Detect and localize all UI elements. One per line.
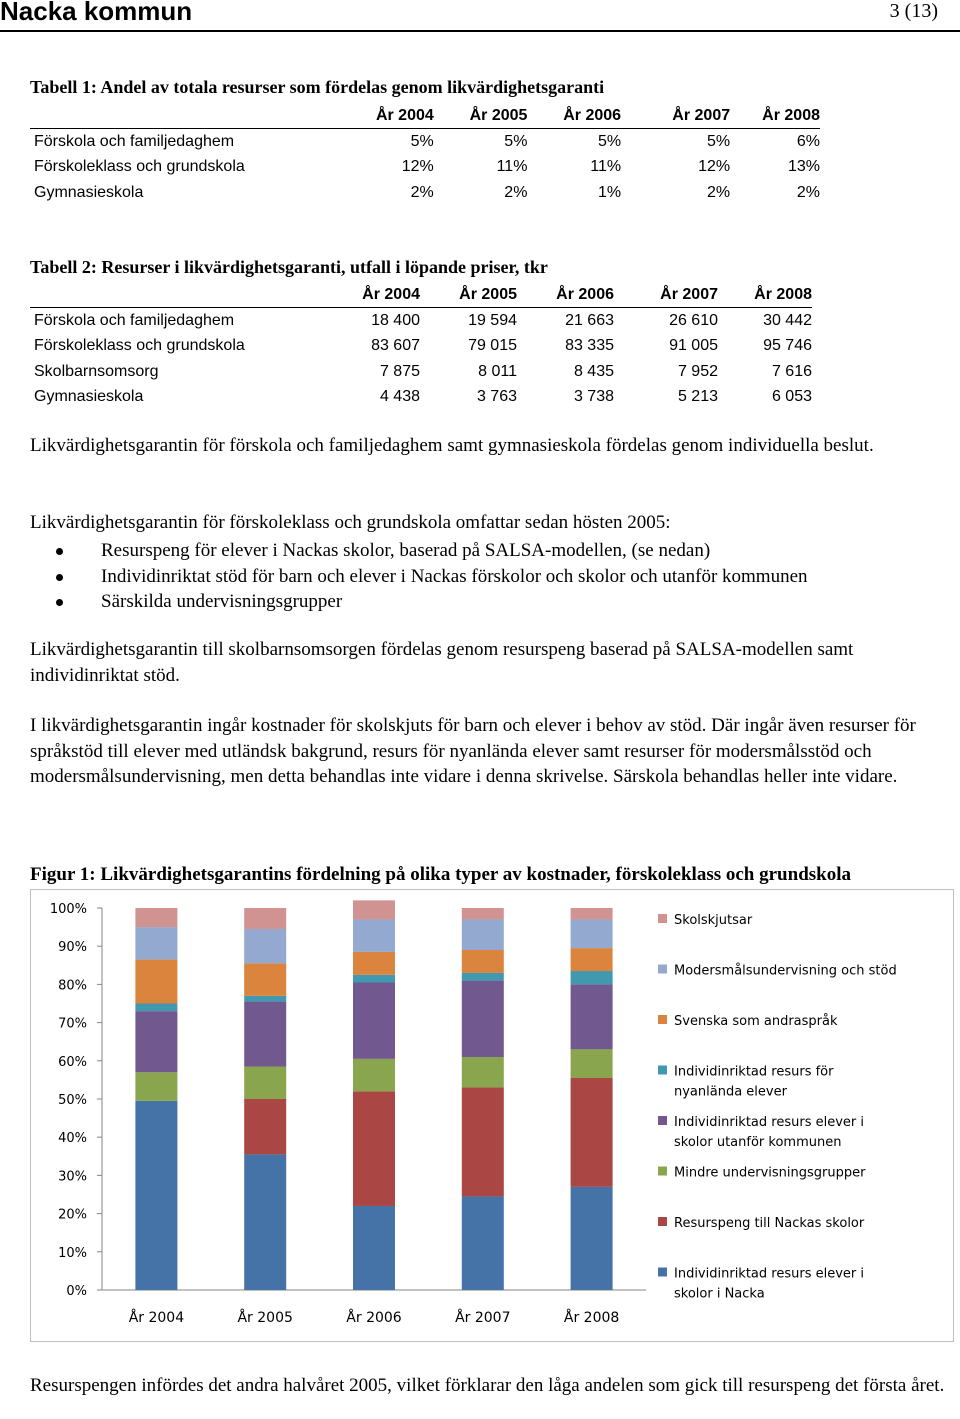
bar-segment xyxy=(135,1004,177,1012)
bar-segment xyxy=(353,900,395,919)
bar-segment xyxy=(571,971,613,984)
table1 xyxy=(30,104,820,206)
table2-col-header: År 2004 xyxy=(330,283,420,308)
y-tick-label: 10% xyxy=(58,1245,87,1261)
bar-segment xyxy=(135,1072,177,1101)
row-label: Gymnasieskola xyxy=(34,388,144,406)
legend-label-line: skolor utanför kommunen xyxy=(674,1135,842,1150)
header-rule xyxy=(0,30,960,32)
bar-segment xyxy=(135,927,177,959)
table-row xyxy=(30,385,812,411)
table-cell: 2% xyxy=(410,183,434,201)
table-cell: 3 738 xyxy=(573,388,614,406)
table-row xyxy=(30,155,820,181)
y-tick-label: 20% xyxy=(58,1207,87,1223)
table-cell: 7 952 xyxy=(677,362,718,380)
table1-header-blank xyxy=(30,104,323,129)
bar-segment xyxy=(462,973,504,981)
table-cell: 12% xyxy=(401,158,434,176)
bar-segment xyxy=(244,996,286,1002)
bar-segment xyxy=(244,1099,286,1154)
paragraph: I likvärdighetsgarantin ingår kostnader för skolskjuts för barn och elever i behov av stöd. Där ingår även resurser för språkstöd till elever med utländsk bakgrund, resurs för nyanlända elever samt resurser för modersmålsstöd och modersmålsundervisning, men detta behandlas inte vidare i denna skrivelse. Särskola behandlas heller inte vidare. xyxy=(30,715,916,787)
bar-segment xyxy=(462,1196,504,1290)
table-row xyxy=(30,359,812,385)
page-header xyxy=(0,0,960,24)
bar-segment xyxy=(244,963,286,995)
table-cell: 7 616 xyxy=(771,362,812,380)
table2-col-header: År 2006 xyxy=(517,283,614,308)
legend-swatch xyxy=(658,1217,667,1226)
x-tick-label: År 2005 xyxy=(237,1310,293,1326)
legend-swatch xyxy=(658,1167,667,1176)
bar-segment xyxy=(135,1011,177,1072)
bullet-icon xyxy=(56,548,63,555)
table-row xyxy=(30,129,820,155)
table-cell: 8 011 xyxy=(478,362,517,380)
y-tick-label: 90% xyxy=(58,940,87,956)
legend-label xyxy=(674,1267,864,1302)
row-label: Skolbarnsomsorg xyxy=(34,362,159,380)
legend-label-line: Individinriktad resurs för xyxy=(674,1064,834,1080)
bar-segment xyxy=(353,1091,395,1206)
y-tick-label: 60% xyxy=(58,1054,87,1070)
bar-segment xyxy=(353,1059,395,1091)
table-cell: 5% xyxy=(597,132,622,150)
bar-segment xyxy=(571,1078,613,1187)
chart-frame xyxy=(30,889,954,1342)
bar-segment xyxy=(571,1187,613,1290)
bar-segment xyxy=(135,908,177,927)
table-row xyxy=(30,180,820,206)
table2-col-header: År 2005 xyxy=(420,283,517,308)
table2-caption: Tabell 2: Resurser i likvärdighetsgaranti, utfall i löpande priser, tkr xyxy=(30,257,548,277)
legend-swatch xyxy=(658,1066,667,1075)
table2 xyxy=(30,283,812,410)
legend-label xyxy=(674,1115,864,1150)
paragraph: Likvärdighetsgarantin till skolbarnsomsorgen fördelas genom resurspeng baserad på SALSA-modellen samt individinriktat stöd. xyxy=(30,639,854,686)
table1-col-header: År 2006 xyxy=(527,104,621,129)
bullet-icon xyxy=(56,574,63,581)
legend-label-line: nyanlända elever xyxy=(674,1084,787,1100)
table-row xyxy=(30,334,812,360)
paragraph: Resurspengen infördes det andra halvåret 2005, vilket förklarar den låga andelen som gick till resurspeng det första året. xyxy=(30,1375,945,1396)
table-cell: 4 438 xyxy=(379,388,420,406)
table1-col-header: År 2007 xyxy=(621,104,730,129)
list-item xyxy=(30,589,808,615)
legend-label-line: Individinriktad resurs elever i xyxy=(674,1115,864,1130)
list-item xyxy=(30,564,808,590)
bar-segment xyxy=(462,919,504,950)
table-cell: 2% xyxy=(796,183,820,201)
table-cell: 1% xyxy=(597,183,622,201)
bar-segment xyxy=(462,1057,504,1088)
y-tick-label: 70% xyxy=(58,1016,87,1032)
bar-segment xyxy=(571,919,613,948)
bar-segment xyxy=(462,950,504,973)
bar-segment xyxy=(135,960,177,1004)
x-tick-label: År 2008 xyxy=(563,1310,620,1326)
bar-segment xyxy=(353,919,395,951)
legend-label-line: Individinriktad resurs elever i xyxy=(674,1266,864,1282)
row-label: Gymnasieskola xyxy=(34,183,144,201)
stacked-bar-chart xyxy=(31,890,953,1341)
list-item-text: Individinriktat stöd för barn och elever i Nackas förskolor och skolor och utanför kommunen xyxy=(101,565,808,587)
table2-header-blank xyxy=(30,283,330,308)
bar-segment xyxy=(571,1049,613,1078)
bullet-list xyxy=(30,538,808,615)
table1-col-header: År 2005 xyxy=(434,104,528,129)
table-cell: 83 335 xyxy=(565,337,614,355)
paragraph: Likvärdighetsgarantin för förskola och familjedaghem samt gymnasieskola fördelas genom individuella beslut. xyxy=(30,435,874,456)
y-tick-label: 0% xyxy=(66,1284,87,1299)
bar-segment xyxy=(244,1002,286,1067)
table2-col-header: År 2007 xyxy=(614,283,718,308)
legend-label: Resurspeng till Nackas skolor xyxy=(674,1216,865,1231)
legend-label xyxy=(674,1065,834,1100)
table-cell: 5 213 xyxy=(677,388,718,406)
y-tick-label: 80% xyxy=(58,978,87,994)
legend-swatch xyxy=(658,914,667,923)
table-cell: 83 607 xyxy=(371,337,420,355)
table-cell: 30 442 xyxy=(763,311,812,329)
legend-label: Modersmålsundervisning och stöd xyxy=(674,963,897,979)
list-item-text: Särskilda undervisningsgrupper xyxy=(101,591,343,612)
table-cell: 6 053 xyxy=(771,388,812,406)
list-item xyxy=(30,538,808,564)
table-cell: 5% xyxy=(410,132,434,150)
bar-segment xyxy=(244,1154,286,1290)
bar-segment xyxy=(462,981,504,1057)
y-tick-label: 50% xyxy=(58,1093,87,1108)
table-cell: 19 594 xyxy=(468,311,517,329)
table-cell: 18 400 xyxy=(371,311,420,329)
table-cell: 6% xyxy=(796,132,820,150)
table-cell: 3 763 xyxy=(476,388,517,406)
bar-segment xyxy=(571,948,613,971)
table1-col-header: År 2004 xyxy=(323,104,434,129)
legend-swatch xyxy=(658,1116,667,1125)
table-cell: 7 875 xyxy=(379,362,420,380)
bar-segment xyxy=(462,908,504,919)
table1-caption: Tabell 1: Andel av totala resurser som fördelas genom likvärdighetsgaranti xyxy=(30,77,605,97)
bar-segment xyxy=(244,929,286,963)
legend-swatch xyxy=(658,1268,667,1277)
table-cell: 5% xyxy=(707,132,731,150)
bar-segment xyxy=(353,982,395,1058)
legend-label: Mindre undervisningsgrupper xyxy=(674,1165,866,1181)
table-cell: 2% xyxy=(707,183,731,201)
legend-swatch xyxy=(658,965,667,974)
table2-col-header: År 2008 xyxy=(718,283,812,308)
table-cell: 8 435 xyxy=(573,362,614,380)
bar-segment xyxy=(462,1088,504,1197)
table-cell: 91 005 xyxy=(669,337,718,355)
legend-swatch xyxy=(658,1015,667,1024)
table-row xyxy=(30,308,812,334)
table-cell: 13% xyxy=(787,158,820,176)
bar-segment xyxy=(353,975,395,983)
list-item-text: Resurspeng för elever i Nackas skolor, baserad på SALSA-modellen, (se nedan) xyxy=(101,540,711,561)
table-cell: 12% xyxy=(698,158,731,176)
bar-segment xyxy=(244,1067,286,1099)
page-number: 3 (13) xyxy=(889,0,938,22)
bar-segment xyxy=(353,1206,395,1290)
table2-header-row xyxy=(30,283,812,308)
row-label: Förskoleklass och grundskola xyxy=(34,158,245,176)
table1-header-row xyxy=(30,104,820,129)
figure-caption: Figur 1: Likvärdighetsgarantins fördelning på olika typer av kostnader, förskoleklass och grundskola xyxy=(30,864,851,885)
table-cell: 21 663 xyxy=(565,311,614,329)
bar-segment xyxy=(353,952,395,975)
row-label: Förskoleklass och grundskola xyxy=(34,337,245,355)
row-label: Förskola och familjedaghem xyxy=(34,132,235,150)
x-tick-label: År 2004 xyxy=(128,1310,185,1326)
bar-segment xyxy=(135,1101,177,1290)
table-cell: 5% xyxy=(504,132,528,150)
bullet-icon xyxy=(56,599,63,606)
bar-segment xyxy=(244,908,286,929)
row-label: Förskola och familjedaghem xyxy=(34,311,235,329)
bar-segment xyxy=(571,908,613,919)
table-cell: 11% xyxy=(590,158,622,176)
table-cell: 11% xyxy=(496,158,528,176)
paragraph: Likvärdighetsgarantin för förskoleklass och grundskola omfattar sedan hösten 2005: xyxy=(30,512,671,533)
table-cell: 79 015 xyxy=(468,337,517,355)
table1-col-header: År 2008 xyxy=(730,104,820,129)
y-tick-label: 40% xyxy=(58,1131,87,1147)
y-tick-label: 30% xyxy=(58,1169,87,1185)
org-name: Nacka kommun xyxy=(0,0,193,26)
legend-label: Svenska som andraspråk xyxy=(674,1014,838,1029)
x-tick-label: År 2006 xyxy=(346,1310,402,1326)
legend-label: Skolskjutsar xyxy=(674,913,753,928)
table-cell: 95 746 xyxy=(763,337,812,355)
x-tick-label: År 2007 xyxy=(455,1310,511,1326)
y-tick-label: 100% xyxy=(49,902,87,917)
bar-segment xyxy=(571,984,613,1049)
table-cell: 26 610 xyxy=(669,311,718,329)
legend-label-line: skolor i Nacka xyxy=(674,1286,765,1302)
table-cell: 2% xyxy=(504,183,528,201)
